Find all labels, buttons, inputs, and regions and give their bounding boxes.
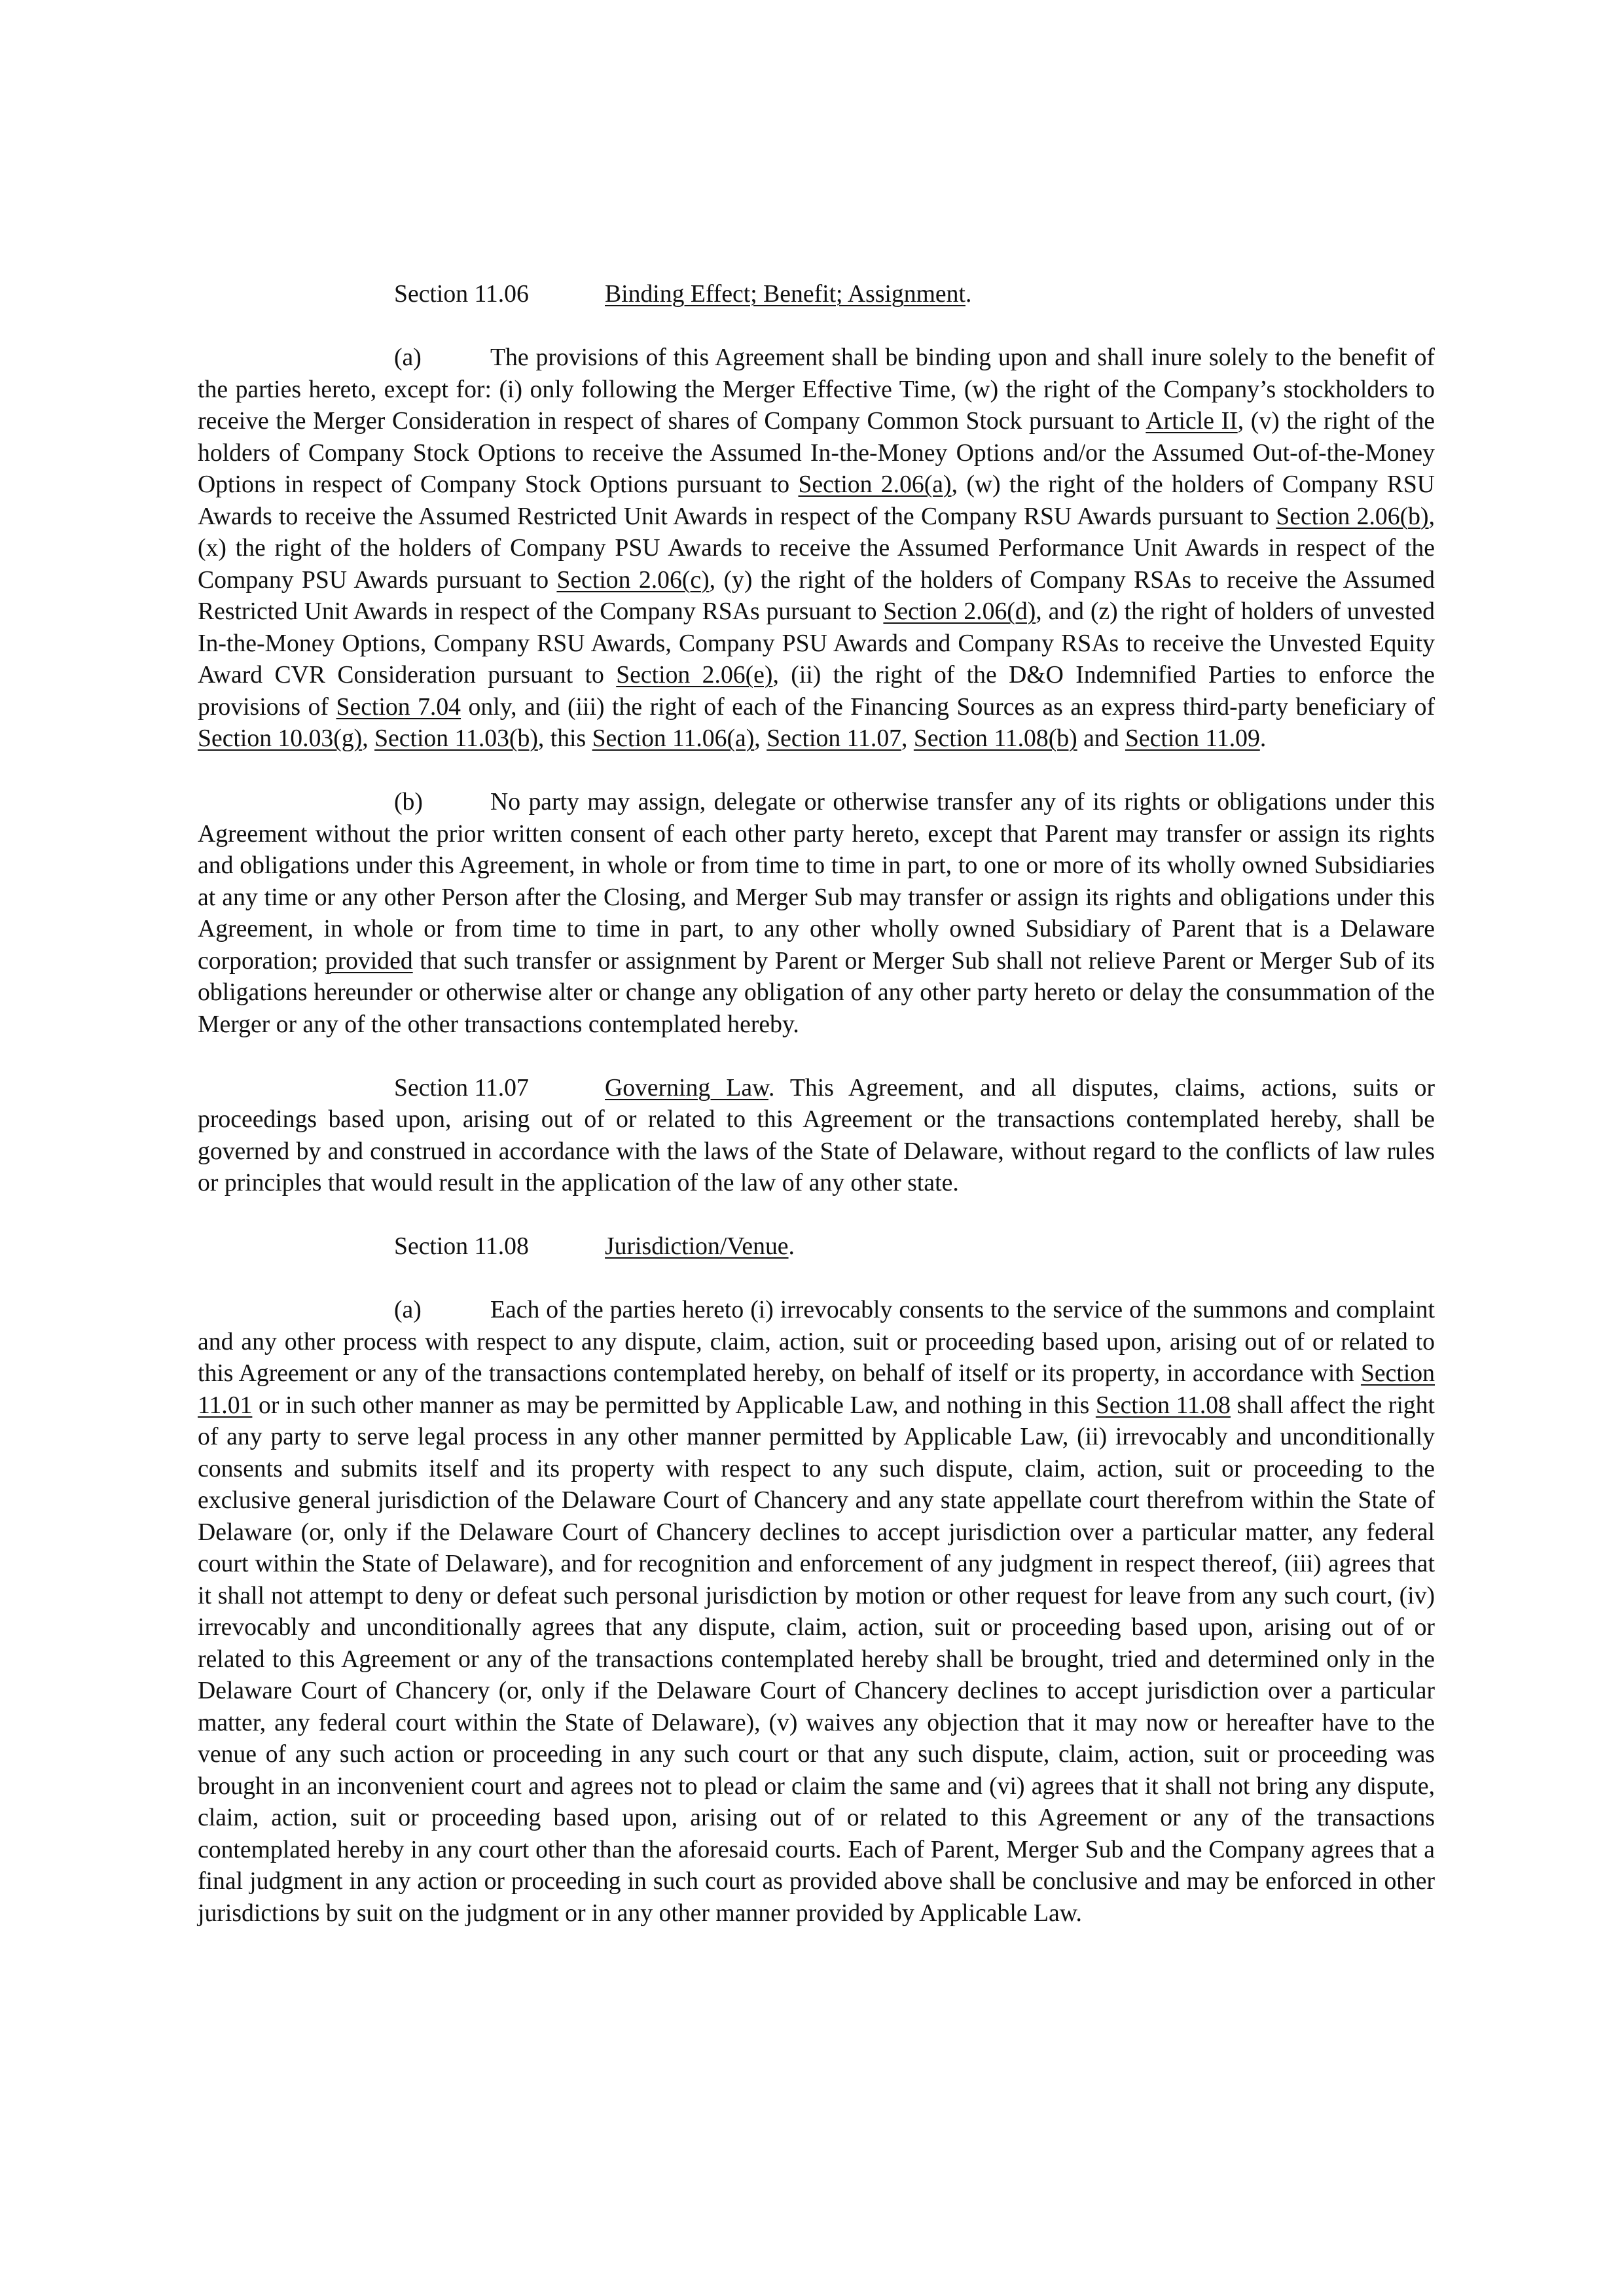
cross-reference-link[interactable]: Section 11.06(a) xyxy=(592,725,755,752)
paragraph-text: that such transfer or assignment by Parent or Merger Sub shall not relieve Parent or Merger Sub of its obligations hereunder or otherwise alter or change any obligation of any other party hereto or delay the consummation of the Merger or any of the other transactions contemplated hereby. xyxy=(198,946,1435,1038)
section-number: Section 11.08 xyxy=(394,1232,529,1260)
paragraph-text: , xyxy=(754,725,767,752)
spacer xyxy=(198,1263,1435,1295)
paragraph-11-06-b xyxy=(198,786,1435,1040)
section-number: Section 11.07 xyxy=(394,1073,529,1102)
spacer xyxy=(198,310,1435,342)
section-title: Jurisdiction/Venue xyxy=(605,1232,789,1260)
underlined-term: provided xyxy=(325,946,413,975)
paragraph-text: . xyxy=(1259,725,1267,752)
paragraph-text: , (v) the right of the holders of Company Stock Options to receive the Assumed In-the-Money Options and/or the Assumed Out-of-the-Money Options in respect of Company Stock Options pursuant to xyxy=(198,407,1435,498)
paragraph-text: , (y) the right of the holders of Company RSAs to receive the Assumed Restricted Unit Awards in respect of the Company RSAs pursuant to xyxy=(198,565,1435,625)
cross-reference-link[interactable]: Article II xyxy=(1146,407,1238,435)
cross-reference-link[interactable]: Section 11.09 xyxy=(1125,725,1260,752)
paragraph-text: only, and (iii) the right of each of the Financing Sources as an express third-party beneficiary of xyxy=(461,692,1435,721)
cross-reference-link[interactable]: Section 2.06(d) xyxy=(883,598,1036,625)
section-11-08-heading xyxy=(198,1230,1435,1263)
paragraph-text: . This Agreement, and all disputes, claims, actions, suits or proceedings based upon, arising out of or related to this Agreement or the transactions contemplated hereby, shall be governed by and construed in accordance with the laws of the State of Delaware, without regard to the conflicts of law rules or principles that would result in the application of the law of any other state. xyxy=(198,1073,1435,1196)
section-title-period: . xyxy=(788,1232,795,1260)
paragraph-text: and xyxy=(1077,725,1125,752)
cross-reference-link[interactable]: Section 2.06(b) xyxy=(1276,502,1429,530)
section-11-06-heading xyxy=(198,278,1435,310)
cross-reference-link[interactable]: Section 2.06(e) xyxy=(616,661,773,689)
cross-reference-link[interactable]: Section 11.03(b) xyxy=(374,725,538,752)
paragraph-text: , this xyxy=(537,725,592,752)
section-number: Section 11.06 xyxy=(394,280,529,308)
section-title: Governing Law xyxy=(605,1073,768,1102)
section-title-period: . xyxy=(965,280,972,308)
cross-reference-link[interactable]: Section 11.08(b) xyxy=(913,725,1077,752)
cross-reference-link[interactable]: Section 2.06(a) xyxy=(798,471,952,498)
paragraph-text: , xyxy=(901,725,914,752)
paragraph-text: , (x) the right of the holders of Company PSU Awards to receive the Assumed Performance Unit Awards in respect of the Company PSU Awards pursuant to xyxy=(198,502,1435,594)
cross-reference-link[interactable]: Section 10.03(g) xyxy=(198,725,363,752)
paragraph-text: , (ii) the right of the D&O Indemnified Parties to enforce the provisions of xyxy=(198,661,1435,721)
paragraph-text: , xyxy=(362,725,375,752)
paragraph-text: , and (z) the right of holders of unvested In-the-Money Options, Company RSU Awards, Company PSU Awards and Company RSAs to receive the Unvested Equity Award CVR Consideration pursuant to xyxy=(198,598,1435,689)
spacer xyxy=(198,1199,1435,1231)
spacer xyxy=(198,755,1435,787)
cross-reference-link[interactable]: Section 2.06(c) xyxy=(556,565,710,594)
spacer xyxy=(198,1040,1435,1072)
paragraph-text: The provisions of this Agreement shall be binding upon and shall inure solely to the benefit of the parties hereto, except for: (i) only following the Merger Effective Time, (w) the right of the Company’s stockholders to receive the Merger Consideration in respect of shares of Company Common Stock pursuant to xyxy=(198,344,1435,435)
paragraph-text: No party may assign, delegate or otherwise transfer any of its rights or obligations under this Agreement without the prior written consent of each other party hereto, except that Parent may transfer or assign its rights and obligations under this Agreement, in whole or from time to time in part, to one or more of its wholly owned Subsidiaries at any time or any other Person after the Closing, and Merger Sub may transfer or assign its rights and obligations under this Agreement, in whole or from time to time in part, to any other wholly owned Subsidiary of Parent that is a Delaware corporation; xyxy=(198,788,1435,975)
paragraph-11-06-a xyxy=(198,342,1435,755)
cross-reference-link[interactable]: Section 7.04 xyxy=(336,692,461,721)
paragraph-text: Each of the parties hereto (i) irrevocably consents to the service of the summons and complaint and any other process with respect to any dispute, claim, action, suit or proceeding based upon, arising out of or related to this Agreement or any of the transactions contemplated hereby, on behalf of itself or its property, in accordance with xyxy=(198,1296,1435,1387)
paragraph-label: (a) xyxy=(394,344,422,371)
cross-reference-link[interactable]: Section 11.08 xyxy=(1095,1391,1231,1419)
cross-reference-link[interactable]: Section 11.01 xyxy=(198,1359,1435,1419)
section-title: Binding Effect; Benefit; Assignment xyxy=(605,280,965,308)
paragraph-label: (b) xyxy=(394,788,423,816)
cross-reference-link[interactable]: Section 11.07 xyxy=(767,725,902,752)
document-page xyxy=(198,278,1435,1929)
section-11-07 xyxy=(198,1072,1435,1199)
paragraph-text: , (w) the right of the holders of Company RSU Awards to receive the Assumed Restricted Unit Awards in respect of the Company RSU Awards pursuant to xyxy=(198,471,1435,530)
paragraph-label: (a) xyxy=(394,1296,422,1323)
paragraph-text: shall affect the right of any party to serve legal process in any other manner permitted by Applicable Law, (ii) irrevocably and unconditionally consents and submits itself and its property with respect to any such dispute, claim, action, suit or proceeding to the exclusive general jurisdiction of the Delaware Court of Chancery and any state appellate court therefrom within the State of Delaware (or, only if the Delaware Court of Chancery declines to accept jurisdiction over a particular matter, any federal court within the State of Delaware), and for recognition and enforcement of any judgment in respect thereof, (iii) agrees that it shall not attempt to deny or defeat such personal jurisdiction by motion or other request for leave from any such court, (iv) irrevocably and unconditionally agrees that any dispute, claim, action, suit or proceeding based upon, arising out of or related to this Agreement or any of the transactions contemplated hereby shall be brought, tried and determined only in the Delaware Court of Chancery (or, only if the Delaware Court of Chancery declines to accept jurisdiction over a particular matter, any federal court within the State of Delaware), (v) waives any objection that it may now or hereafter have to the venue of any such action or proceeding in any such court or that any such dispute, claim, action, suit or proceeding was brought in an inconvenient court and agrees not to plead or claim the same and (vi) agrees that it shall not bring any dispute, claim, action, suit or proceeding based upon, arising out of or related to this Agreement or any of the transactions contemplated hereby in any court other than the aforesaid courts. Each of Parent, Merger Sub and the Company agrees that a final judgment in any action or proceeding in such court as provided above shall be conclusive and may be enforced in other jurisdictions by suit on the judgment or in any other manner provided by Applicable Law. xyxy=(198,1391,1435,1927)
paragraph-11-08-a xyxy=(198,1294,1435,1929)
paragraph-text: or in such other manner as may be permitted by Applicable Law, and nothing in this xyxy=(252,1391,1096,1419)
